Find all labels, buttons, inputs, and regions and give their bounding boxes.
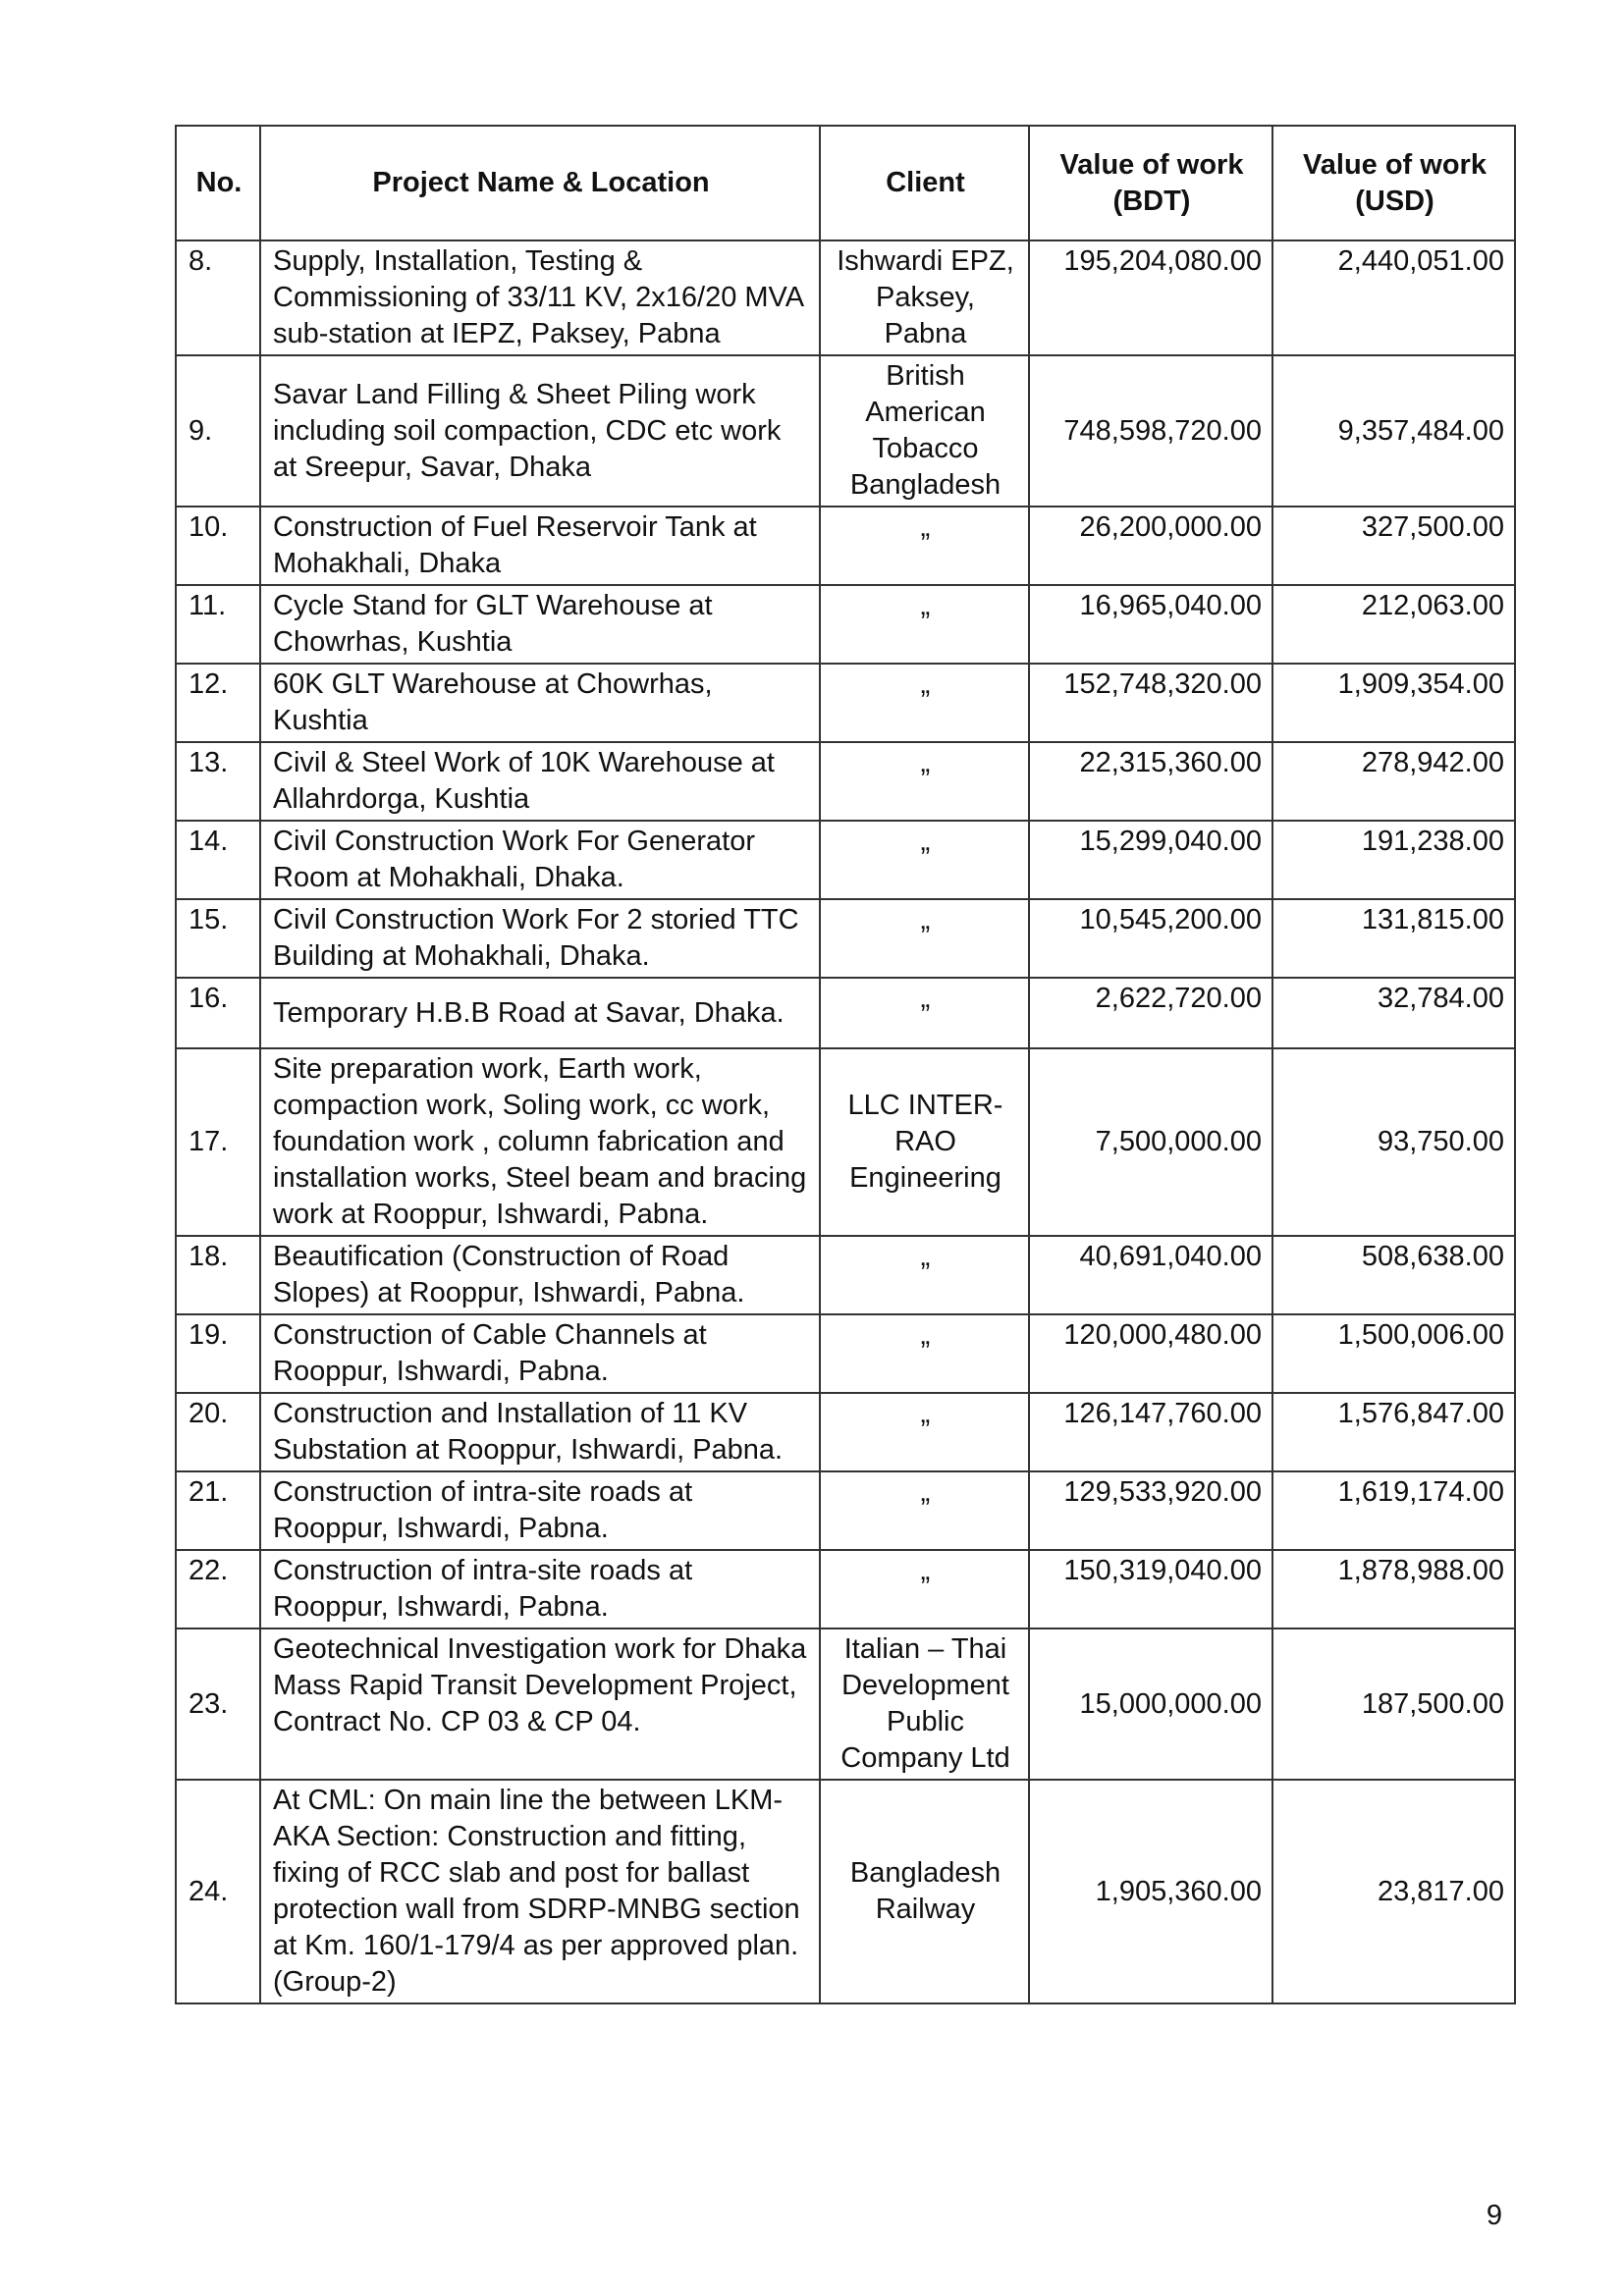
row-value-usd: 1,878,988.00 [1272,1550,1515,1629]
row-no: 23. [176,1629,260,1780]
row-project: Savar Land Filling & Sheet Piling work including soil compaction, CDC etc work at Sreepur, Savar, Dhaka [260,355,820,507]
row-value-usd: 191,238.00 [1272,821,1515,899]
row-project: Geotechnical Investigation work for Dhaka Mass Rapid Transit Development Project, Contract No. CP 03 & CP 04. [260,1629,820,1780]
row-value-usd: 23,817.00 [1272,1780,1515,2003]
row-client: „ [820,742,1029,821]
row-client: „ [820,664,1029,742]
row-client: Ishwardi EPZ, Paksey, Pabna [820,240,1029,355]
projects-table [175,125,1516,2004]
row-no: 8. [176,240,260,355]
row-no: 22. [176,1550,260,1629]
row-project: Cycle Stand for GLT Warehouse at Chowrhas, Kushtia [260,585,820,664]
table-row [176,664,1515,742]
row-client: „ [820,978,1029,1048]
row-value-usd: 1,576,847.00 [1272,1393,1515,1471]
table-row [176,1314,1515,1393]
row-project: Construction and Installation of 11 KV Substation at Rooppur, Ishwardi, Pabna. [260,1393,820,1471]
row-client: „ [820,1236,1029,1314]
row-value-bdt: 748,598,720.00 [1029,355,1272,507]
row-no: 19. [176,1314,260,1393]
row-project: 60K GLT Warehouse at Chowrhas, Kushtia [260,664,820,742]
row-no: 14. [176,821,260,899]
row-value-bdt: 40,691,040.00 [1029,1236,1272,1314]
table-row [176,585,1515,664]
row-value-usd: 32,784.00 [1272,978,1515,1048]
row-client: Bangladesh Railway [820,1780,1029,2003]
row-project: Temporary H.B.B Road at Savar, Dhaka. [260,978,820,1048]
row-project: Construction of intra-site roads at Rooppur, Ishwardi, Pabna. [260,1550,820,1629]
row-no: 13. [176,742,260,821]
table-row [176,821,1515,899]
row-value-usd: 327,500.00 [1272,507,1515,585]
row-client: „ [820,821,1029,899]
row-no: 9. [176,355,260,507]
row-value-usd: 212,063.00 [1272,585,1515,664]
row-value-bdt: 195,204,080.00 [1029,240,1272,355]
row-no: 11. [176,585,260,664]
row-no: 24. [176,1780,260,2003]
header-value-usd-line2: (USD) [1355,185,1434,217]
row-client: LLC INTER-RAO Engineering [820,1048,1029,1236]
table-row [176,1048,1515,1236]
page-number: 9 [1486,2200,1502,2231]
row-project: Construction of Fuel Reservoir Tank at Mohakhali, Dhaka [260,507,820,585]
row-project: Civil Construction Work For Generator Room at Mohakhali, Dhaka. [260,821,820,899]
header-client: Client [820,126,1029,240]
table-row [176,1393,1515,1471]
row-value-bdt: 15,000,000.00 [1029,1629,1272,1780]
row-value-bdt: 126,147,760.00 [1029,1393,1272,1471]
row-no: 21. [176,1471,260,1550]
row-value-usd: 508,638.00 [1272,1236,1515,1314]
table-row [176,1236,1515,1314]
row-value-bdt: 16,965,040.00 [1029,585,1272,664]
row-no: 20. [176,1393,260,1471]
row-project: Civil & Steel Work of 10K Warehouse at Allahrdorga, Kushtia [260,742,820,821]
row-value-usd: 1,909,354.00 [1272,664,1515,742]
row-value-usd: 93,750.00 [1272,1048,1515,1236]
row-value-bdt: 2,622,720.00 [1029,978,1272,1048]
header-project: Project Name & Location [260,126,820,240]
row-project: Site preparation work, Earth work, compaction work, Soling work, cc work, foundation work , column fabrication and installation works, Steel beam and bracing work at Rooppur, Ishwardi, Pabna. [260,1048,820,1236]
row-client: „ [820,507,1029,585]
row-no: 18. [176,1236,260,1314]
table-row [176,240,1515,355]
row-value-usd: 131,815.00 [1272,899,1515,978]
row-client: „ [820,585,1029,664]
table-row [176,1780,1515,2003]
row-value-bdt: 26,200,000.00 [1029,507,1272,585]
row-value-bdt: 120,000,480.00 [1029,1314,1272,1393]
row-value-usd: 187,500.00 [1272,1629,1515,1780]
row-no: 15. [176,899,260,978]
row-client: „ [820,1471,1029,1550]
row-no: 17. [176,1048,260,1236]
row-value-usd: 2,440,051.00 [1272,240,1515,355]
table-row [176,355,1515,507]
row-project: At CML: On main line the between LKM-AKA Section: Construction and fitting, fixing of RCC slab and post for ballast protection wall from SDRP-MNBG section at Km. 160/1-179/4 as per approved plan. (Group-2) [260,1780,820,2003]
row-client: „ [820,1550,1029,1629]
header-value-bdt-line2: (BDT) [1112,185,1191,217]
table-row [176,507,1515,585]
row-project: Beautification (Construction of Road Slopes) at Rooppur, Ishwardi, Pabna. [260,1236,820,1314]
row-client: „ [820,1393,1029,1471]
table-row [176,978,1515,1048]
row-client: Italian – Thai Development Public Company Ltd [820,1629,1029,1780]
row-no: 12. [176,664,260,742]
row-project: Construction of Cable Channels at Rooppur, Ishwardi, Pabna. [260,1314,820,1393]
row-value-bdt: 10,545,200.00 [1029,899,1272,978]
header-value-usd-line1: Value of work [1303,148,1487,181]
table-row [176,1550,1515,1629]
row-value-usd: 9,357,484.00 [1272,355,1515,507]
row-project: Civil Construction Work For 2 storied TTC Building at Mohakhali, Dhaka. [260,899,820,978]
row-value-bdt: 22,315,360.00 [1029,742,1272,821]
row-value-usd: 1,619,174.00 [1272,1471,1515,1550]
table-row [176,742,1515,821]
header-no: No. [176,126,260,240]
row-value-bdt: 7,500,000.00 [1029,1048,1272,1236]
table-header-row [176,126,1515,240]
row-value-usd: 278,942.00 [1272,742,1515,821]
header-value-bdt [1029,126,1272,240]
row-value-usd: 1,500,006.00 [1272,1314,1515,1393]
header-value-usd [1272,126,1515,240]
table-row [176,1629,1515,1780]
table-row [176,899,1515,978]
row-client: „ [820,1314,1029,1393]
row-value-bdt: 15,299,040.00 [1029,821,1272,899]
row-no: 10. [176,507,260,585]
row-no: 16. [176,978,260,1048]
row-value-bdt: 1,905,360.00 [1029,1780,1272,2003]
header-value-bdt-line1: Value of work [1059,148,1244,181]
table-row [176,1471,1515,1550]
row-value-bdt: 129,533,920.00 [1029,1471,1272,1550]
row-client: British American Tobacco Bangladesh [820,355,1029,507]
row-value-bdt: 152,748,320.00 [1029,664,1272,742]
row-value-bdt: 150,319,040.00 [1029,1550,1272,1629]
row-project: Construction of intra-site roads at Rooppur, Ishwardi, Pabna. [260,1471,820,1550]
row-client: „ [820,899,1029,978]
row-project: Supply, Installation, Testing & Commissioning of 33/11 KV, 2x16/20 MVA sub-station at IEPZ, Paksey, Pabna [260,240,820,355]
